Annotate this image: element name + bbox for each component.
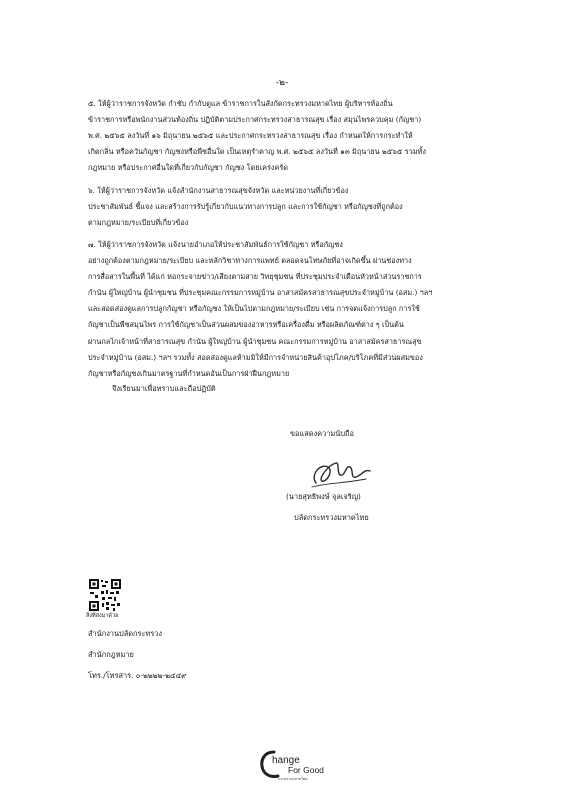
handwritten-signature [306, 453, 378, 493]
department-phone: โทร./โทรสาร. ๐-๒๒๒๒-๒๔๔๙ [88, 671, 187, 680]
paragraph-line: อย่างถูกต้องตามกฎหมาย/ระเบียบ และหลักวิชาทางการแพทย์ ตลอดจนโทษภัยที่อาจเกิดขึ้น ผ่านช่องทาง [88, 256, 412, 266]
paragraph-line: ประชาสัมพันธ์ ชี้แจง และสร้างการรับรู้เกี่ยวกับแนวทางการปลูก และการใช้กัญชา หรือกัญชงที่ถูกต้อง [88, 202, 403, 212]
paragraph-line: ตามกฎหมาย/ระเบียบที่เกี่ยวข้อง [88, 218, 189, 228]
change-for-good-logo [258, 748, 354, 782]
paragraph-6 [88, 183, 488, 231]
paragraph-line: การสื่อสารในพื้นที่ ได้แก่ หอกระจายข่าว/เสียงตามสาย วิทยุชุมชน ที่ประชุมประจำเดือนหัวหน้าส่วนราชการ [88, 272, 422, 282]
page-number: -๒- [275, 78, 289, 88]
paragraph-line: ข้าราชการหรือพนักงานส่วนท้องถิ่น ปฏิบัติตามประกาศกระทรวงสาธารณสุข เรื่อง สมุนไพรควบคุม (กัญชา) [88, 115, 422, 125]
paragraph-line: พ.ศ. ๒๕๖๕ ลงวันที่ ๑๖ มิถุนายน ๒๕๖๕ และประกาศกระทรวงสาธารณสุข เรื่อง กำหนดให้การกระทำให้ [88, 131, 413, 141]
regards-line: ขอแสดงความนับถือ [290, 429, 354, 438]
qr-caption: สิ่งที่ส่งมาด้วย [86, 613, 119, 619]
paragraph-7 [88, 237, 488, 382]
paragraph-line: ๗. ให้ผู้ว่าราชการจังหวัด แจ้งนายอำเภอให้ประชาสัมพันธ์การใช้กัญชา หรือกัญชง [88, 240, 343, 249]
paragraph-line: ๕. ให้ผู้ว่าราชการจังหวัด กำชับ กำกับดูแล ข้าราชการในสังกัดกระทรวงมหาดไทย ผู้บริหารท้องถิ่น [88, 99, 393, 108]
paragraph-line: และสอดส่องดูแลการปลูกกัญชา หรือกัญชง ให้เป็นไปตามกฎหมาย/ระเบียบ เช่น การจดแจ้งการปลูก การใช้ [88, 304, 420, 314]
paragraph-line: ๖. ให้ผู้ว่าราชการจังหวัด แจ้งสำนักงานสาธารณสุขจังหวัด และหน่วยงานที่เกี่ยวข้อง [88, 186, 349, 195]
paragraph-line: กัญชาเป็นพืชสมุนไพร การใช้กัญชาเป็นส่วนผสมของอาหารหรือเครื่องดื่ม หรือผลิตภัณฑ์ต่าง ๆ เป็นต้น [88, 320, 404, 330]
closing-line: จึงเรียนมาเพื่อทราบและถือปฏิบัติ [112, 384, 216, 393]
paragraph-line: ประจำหมู่บ้าน (อสม.) ฯลฯ รวมทั้ง สอดส่องดูแลห้ามมิให้มีการจำหน่ายสินค้าอุปโภค/บริโภคที่มีส่วนผสมของ [88, 352, 423, 362]
paragraph-line: กำนัน ผู้ใหญ่บ้าน ผู้นำชุมชน ที่ประชุมคณะกรรมการหมู่บ้าน อาสาสมัครสาธารณสุขประจำหมู่บ้าน (อสม.) ฯลฯ [88, 288, 433, 298]
qr-code-icon [88, 578, 122, 612]
signer-name: (นายสุทธิพงษ์ จุลเจริญ) [286, 492, 361, 501]
signer-position: ปลัดกระทรวงมหาดไทย [294, 513, 369, 522]
paragraph-5 [88, 96, 488, 176]
paragraph-line: กฎหมาย หรือประกาศอื่นใดที่เกี่ยวกับกัญชา กัญชง โดยเคร่งครัด [88, 163, 288, 173]
svg-text:hange: hange [272, 755, 300, 766]
paragraph-line: เกิดกลิ่น หรือควันกัญชา กัญชงหรือพืชอื่นใด เป็นเหตุรำคาญ พ.ศ. ๒๕๖๕ ลงวันที่ ๑๓ มิถุนายน ๒๕๖๕ รวมทั้ง [88, 147, 426, 157]
paragraph-line: ผ่านกลไกเจ้าหน้าที่สาธารณสุข กำนัน ผู้ใหญ่บ้าน ผู้นำชุมชน คณะกรรมการหมู่บ้าน อาสาสมัครสาธารณสุข [88, 336, 422, 346]
svg-text:กระทรวงมหาดไทย: กระทรวงมหาดไทย [278, 777, 308, 781]
department-office: สำนักงานปลัดกระทรวง [88, 629, 163, 638]
paragraph-line: กัญชาหรือกัญชงเกินมาตรฐานที่กำหนดอันเป็นการฝ่าฝืนกฎหมาย [88, 368, 290, 378]
svg-text:For Good: For Good [288, 765, 324, 775]
department-division: สำนักกฎหมาย [88, 650, 134, 659]
